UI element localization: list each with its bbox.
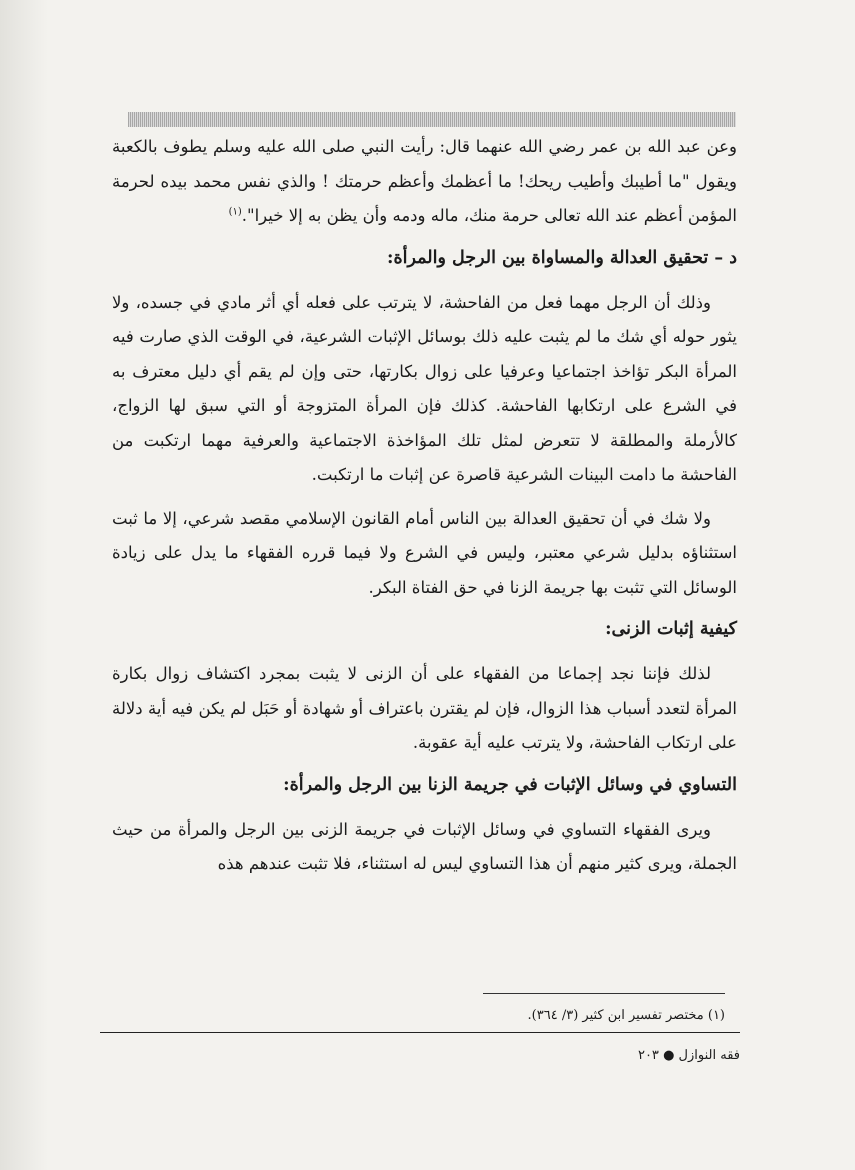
- page-body: [112, 130, 737, 891]
- paragraph-justice-objective: ولا شك في أن تحقيق العدالة بين الناس أمام القانون الإسلامي مقصد شرعي، إلا ما ثبت استثناؤه بدليل شرعي معتبر، وليس في الشرع ولا فيما قرره الفقهاء ما يدل على زيادة الوسائل التي تثبت بها جريمة الزنا في حق الفتاة البكر.: [112, 508, 737, 597]
- footnote: (١) مختصر تفسير ابن كثير (٣/ ٣٦٤).: [527, 1008, 725, 1023]
- section-heading-justice: د – تحقيق العدالة والمساواة بين الرجل والمرأة:: [387, 247, 737, 268]
- section-heading-equality: التساوي في وسائل الإثبات في جريمة الزنا بين الرجل والمرأة:: [283, 774, 737, 795]
- page-number: ٢٠٣: [637, 1048, 659, 1063]
- footnote-separator: [483, 993, 725, 994]
- paragraph-man-no-trace: وذلك أن الرجل مهما فعل من الفاحشة، لا يترتب على فعله أي أثر مادي في جسده، ولا يثور حوله أي شك ما لم يثبت عليه ذلك بوسائل الإثبات الشرعية، في الوقت الذي صارت فيه المرأة البكر تؤاخذ اجتماعيا وعرفيا على زوال بكارتها، حتى وإن لم يقم أي دليل معترف به في الشرع على ارتكابها الفاحشة. كذلك فإن المرأة المتزوجة أو التي سبق لها الزواج، كالأرملة والمطلقة لا تتعرض لمثل تلك المؤاخذة الاجتماعية والعرفية مهما ارتكبت من الفاحشة ما دامت البينات الشرعية قاصرة عن إثبات ما ارتكبت.: [112, 292, 737, 484]
- page-edge-shadow: [0, 0, 48, 1170]
- header-ornament-band: [128, 112, 736, 127]
- paragraph-text: وعن عبد الله بن عمر رضي الله عنهما قال: رأيت النبي صلى الله عليه وسلم يطوف بالكعبة ويقول "ما أطيبك وأطيب ريحك! ما أعظمك وأعظم حرمتك ! والذي نفس محمد بيده لحرمة المؤمن أعظم عند الله تعالى حرمة منك، ماله ودمه وأن يظن به إلا خيرا".: [112, 137, 737, 225]
- paragraph-hadith: [112, 130, 737, 234]
- paragraph-consensus: لذلك فإننا نجد إجماعا من الفقهاء على أن الزنى لا يثبت بمجرد اكتشاف زوال بكارة المرأة لتعدد أسباب هذا الزوال، فإن لم يقترن باعتراف أو شهادة أو حَبَل لم يكن فيه أية دلالة على ارتكاب الفاحشة، ولا يترتب عليه أية عقوبة.: [112, 664, 737, 752]
- paragraph-equality: ويرى الفقهاء التساوي في وسائل الإثبات في جريمة الزنى بين الرجل والمرأة من حيث الجملة، ويرى كثير منهم أن هذا التساوي ليس له استثناء، فلا تثبت عندهم هذه: [112, 819, 737, 873]
- section-heading-proof: كيفية إثبات الزنى:: [605, 619, 737, 639]
- page-footer: [638, 1048, 740, 1063]
- footer-rule: [100, 1032, 740, 1033]
- footnote-reference[interactable]: (١): [228, 206, 242, 218]
- bullet-separator: ●: [663, 1048, 675, 1063]
- running-title: فقه النوازل: [678, 1048, 740, 1063]
